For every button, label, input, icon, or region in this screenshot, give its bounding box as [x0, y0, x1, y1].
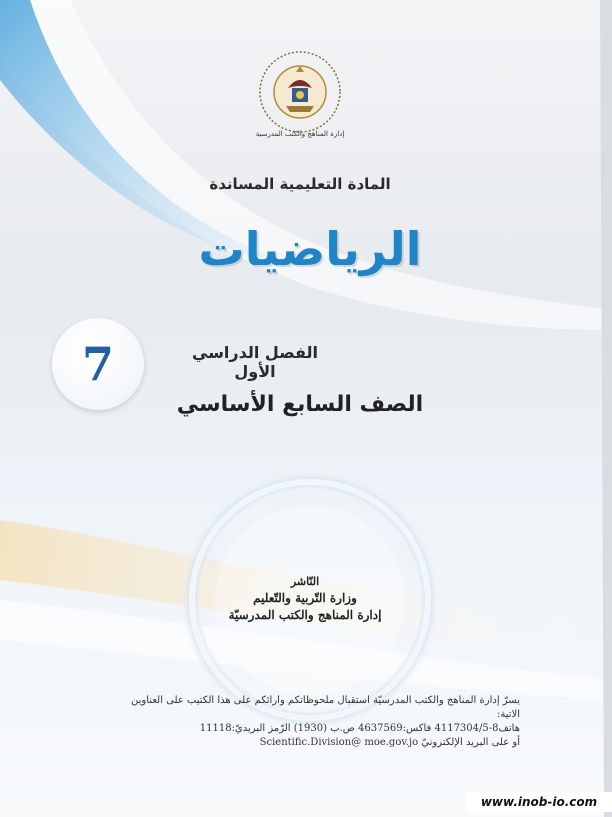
website-watermark: www.inob-io.com	[466, 792, 612, 812]
publisher-ministry: وزارة التّربية والتّعليم	[253, 591, 357, 605]
grade-title: الصف السابع الأساسي	[176, 392, 424, 417]
contact-intro: يسرّ إدارة المناهج والكتب المدرسيّة استقبال ملحوظاتكم وارائكم على هذا الكتيب على العناوين الاتية:	[131, 695, 520, 720]
publisher-department: إدارة المناهج والكتب المدرسيّة	[228, 608, 382, 622]
subject-title: الرياضيات	[198, 222, 422, 276]
publisher-block	[205, 573, 405, 624]
contact-phone-fax: هاتف8-4117304/5 فاكس:4637569 ص.ب (1930) الرّمز البريديّ:11118	[199, 723, 520, 734]
grade-number: 7	[81, 337, 114, 391]
contact-info	[110, 694, 520, 750]
ministry-caption: إدارة المناهج والكتب المدرسية	[255, 130, 345, 138]
jordan-coat-of-arms-icon	[258, 50, 342, 134]
publisher-label: النّاشر	[290, 575, 320, 588]
grade-badge	[52, 318, 144, 410]
supporting-material-heading: المادة التعليمية المساندة	[209, 175, 391, 193]
contact-email: أو على البريد الإلكترونيّ Scientific.Division@ moe.gov.jo	[259, 737, 520, 748]
semester-label: الفصل الدراسي الأول	[192, 343, 318, 381]
